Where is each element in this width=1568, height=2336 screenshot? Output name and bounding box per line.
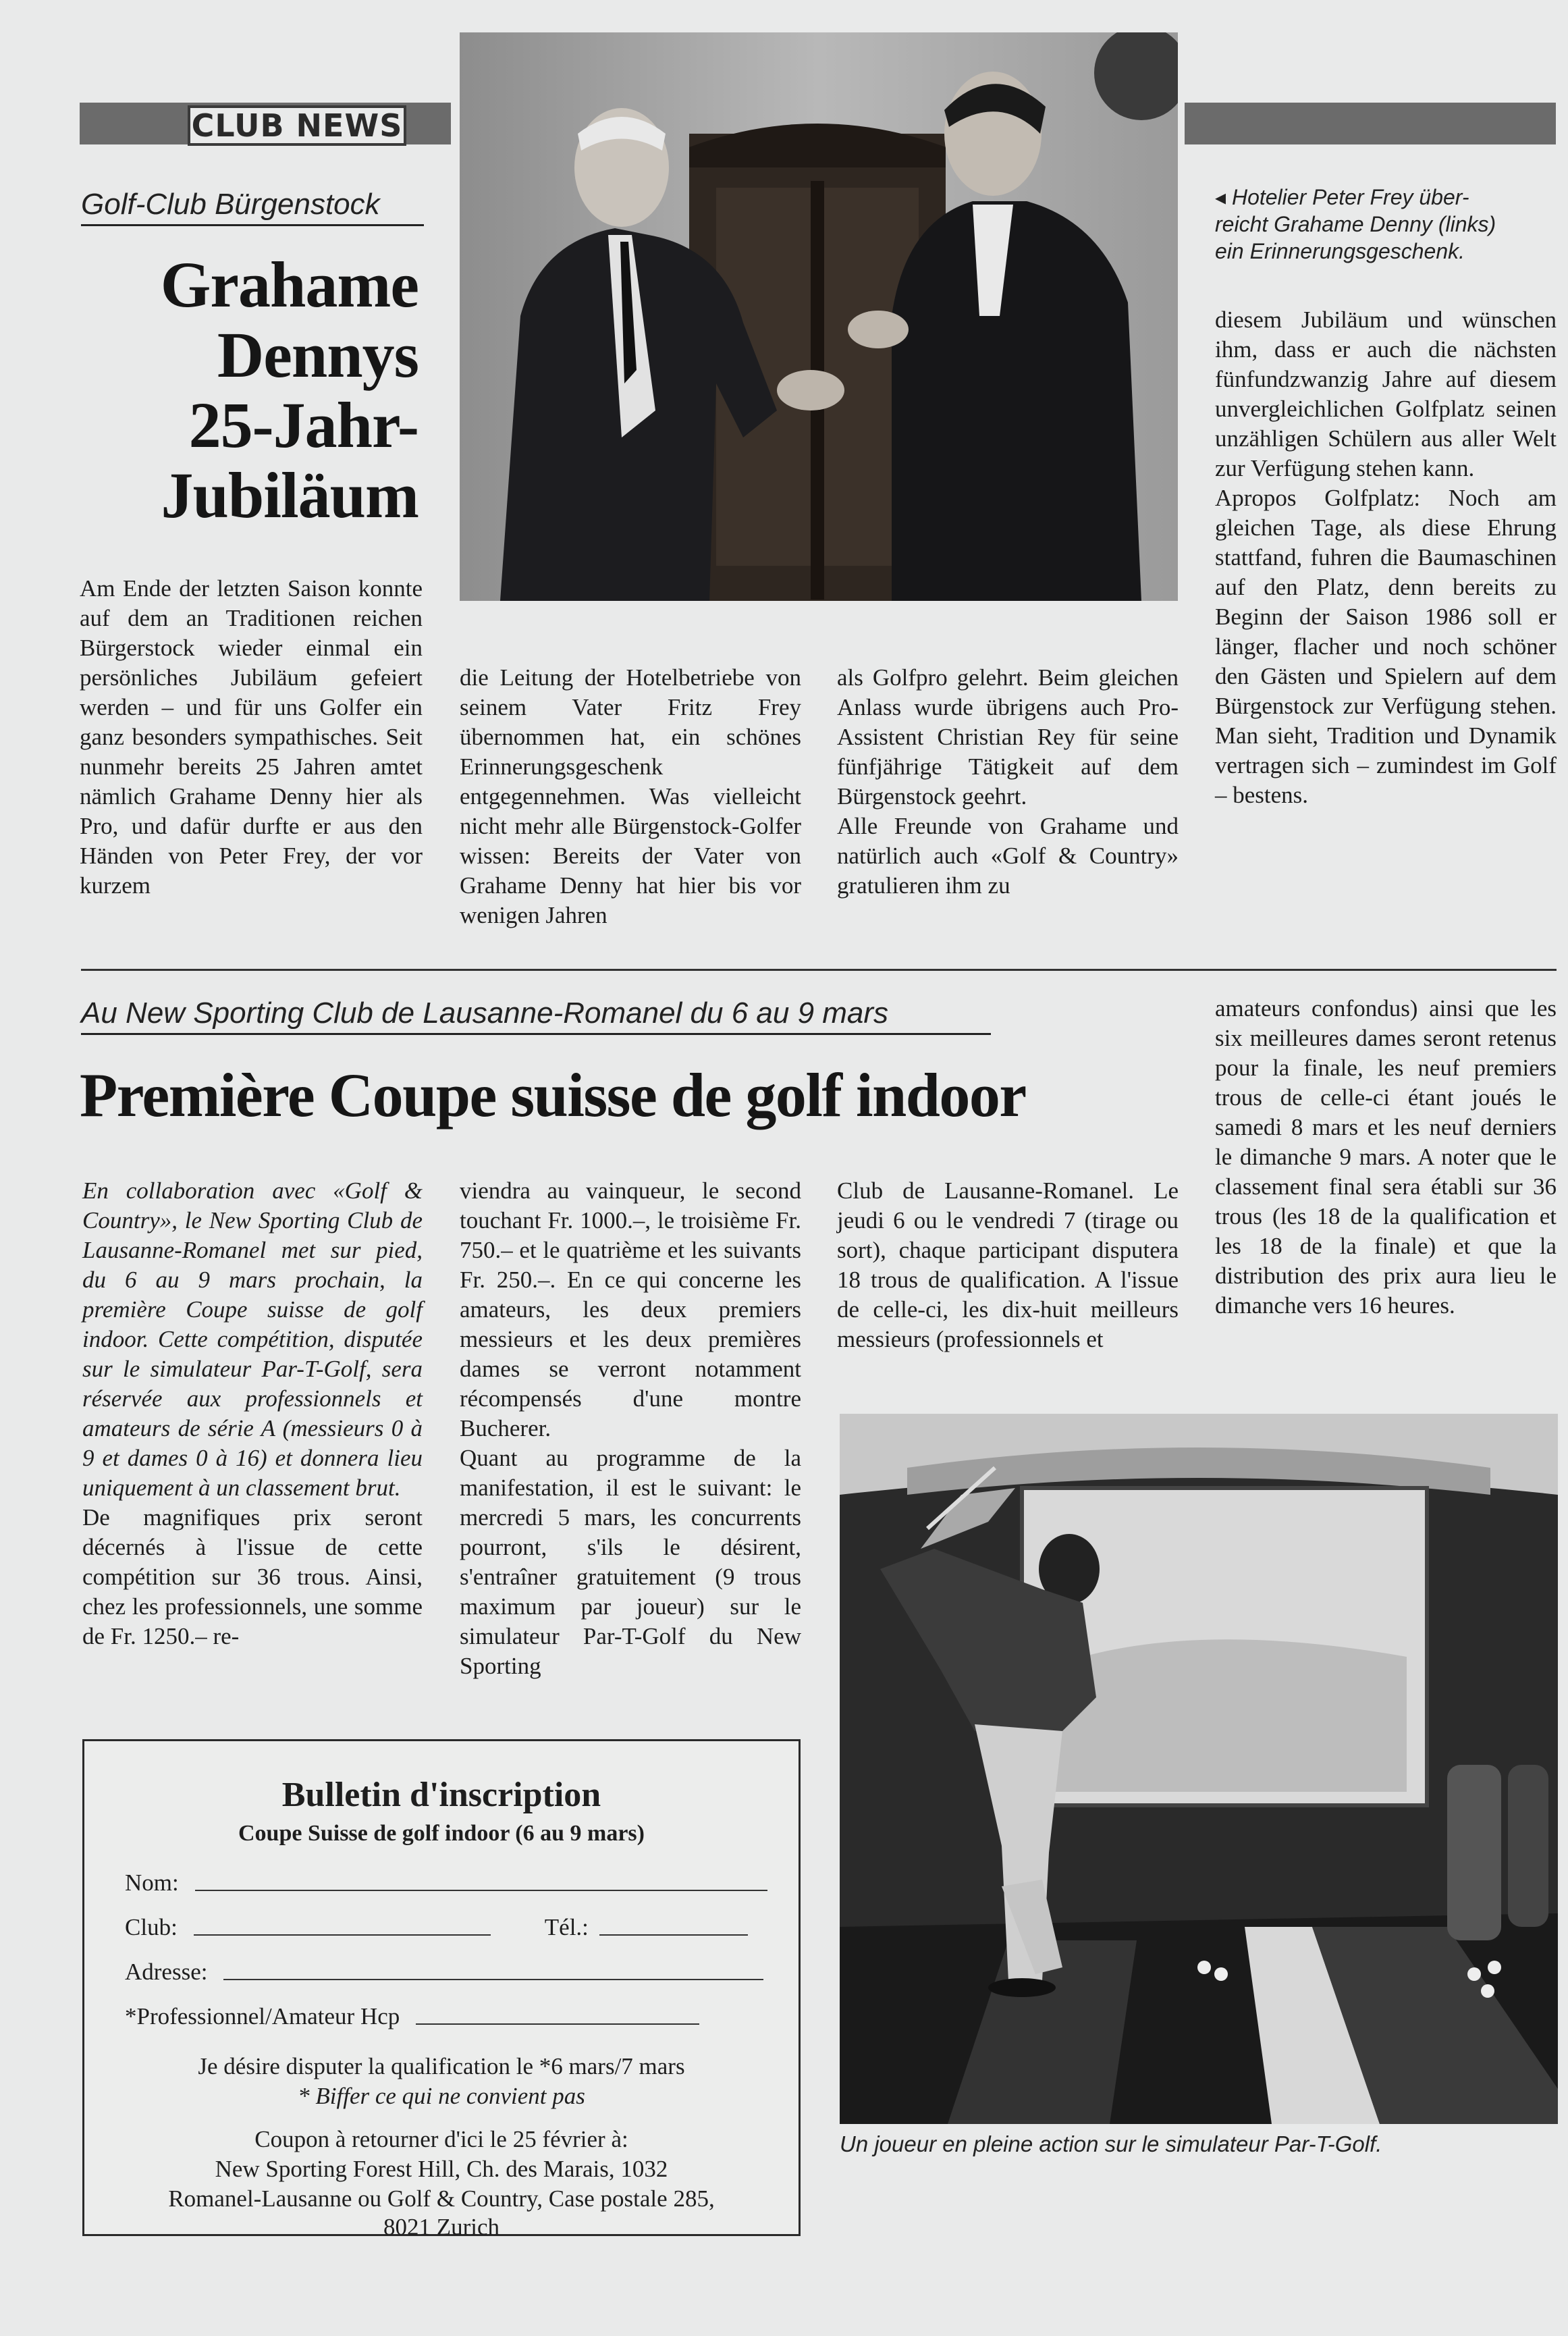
article1-photo-caption: ◂ Hotelier Peter Frey über- reicht Grahame Denny (links) ein Erinnerungsgeschenk. bbox=[1215, 185, 1496, 263]
form-row-club bbox=[125, 1914, 800, 1941]
nom-field[interactable] bbox=[195, 1890, 767, 1891]
article1-headline-line: Jubiläum bbox=[161, 459, 418, 531]
article2-photo bbox=[840, 1414, 1558, 2124]
article1-headline-line: Dennys bbox=[217, 319, 418, 391]
adresse-label: Adresse: bbox=[125, 1959, 208, 1985]
section-divider bbox=[81, 969, 1557, 971]
article2-paragraph: viendra au vainqueur, le second touchant Fr. 1000.–, le troisième Fr. 750.– et le quatrième et les suivants Fr. 250.–. En ce qui concerne les amateurs, les deux premiers messieurs et les deux premières dames se verront notamment récompensés d'une montre Bucherer. bbox=[460, 1177, 801, 1441]
biffer-note: * Biffer ce qui ne convient pas bbox=[298, 2083, 585, 2109]
article2-paragraph: amateurs confondus) ainsi que les six meilleures dames seront retenus pour la finale, les neuf premiers trous de celle-ci étant joués le samedi 8 mars et les neuf derniers le dimanche 9 mars. A noter que le classement final sera établi sur 36 trous (les 18 de la qualification et les 18 de la finale) et que la distribution des prix aura lieu le dimanche vers 16 heures. bbox=[1215, 995, 1557, 1319]
club-field[interactable] bbox=[194, 1934, 491, 1936]
handshake-photo-icon bbox=[460, 32, 1178, 601]
article2-column-2 bbox=[460, 1176, 801, 1681]
article1-headline bbox=[80, 250, 418, 531]
article2-intro: En collaboration avec «Golf & Country», le New Sporting Club de Lausanne-Romanel met sur pied, du 6 au 9 mars prochain, la première Coupe suisse de golf indoor. Cette compétition, disputée sur le simulateur Par-T-Golf, sera réservée aux professionnels et amateurs de série A (messieurs 0 à 9 et dames 0 à 16) et donnera lieu uniquement à un classement brut. bbox=[82, 1177, 423, 1501]
form-row-nom bbox=[125, 1869, 800, 1896]
article2-column-3 bbox=[837, 1176, 1179, 1354]
article1-headline-line: Grahame bbox=[160, 248, 418, 321]
article2-photo-caption: Un joueur en pleine action sur le simulateur Par-T-Golf. bbox=[840, 2131, 1382, 2156]
header-bar-right bbox=[1185, 103, 1556, 144]
article2-kicker: Au New Sporting Club de Lausanne-Romanel du 6 au 9 mars bbox=[81, 997, 991, 1035]
article1-column-2 bbox=[460, 663, 801, 930]
nom-label: Nom: bbox=[125, 1869, 179, 1896]
adresse-field[interactable] bbox=[223, 1979, 763, 1980]
article1-paragraph: die Leitung der Hotelbetriebe von seinem Vater Fritz Frey übernommen hat, ein schönes Erinnerungsgeschenk entgegennehmen. Was vielleicht nicht mehr alle Bürgenstock-Golfer wissen: Bereits der Vater von Grahame Denny hat hier bis vor wenigen Jahren bbox=[460, 664, 801, 928]
hcp-field[interactable] bbox=[416, 2023, 699, 2025]
article1-kicker: Golf-Club Bürgenstock bbox=[81, 188, 424, 226]
article1-paragraph: als Golfpro gelehrt. Beim gleichen Anlass wurde übrigens auch Pro-Assistent Christian Rey für seine fünfjährige Tätigkeit auf dem Bürgenstock geehrt. bbox=[837, 664, 1179, 809]
article2-headline: Première Coupe suisse de golf indoor bbox=[80, 1061, 1026, 1130]
club-label: Club: bbox=[125, 1914, 178, 1940]
coupon-line: Coupon à retourner d'ici le 25 février à: bbox=[254, 2126, 628, 2152]
section-label: CLUB NEWS bbox=[188, 105, 406, 146]
form-row-hcp bbox=[125, 2003, 800, 2030]
golfer-simulator-photo-icon bbox=[840, 1414, 1558, 2124]
article2-paragraph: Quant au programme de la manifestation, il est le suivant: le mercredi 5 mars, les concurrents pourront, s'ils le désirent, s'entraîner gratuitement (9 trous maximum par joueur) sur le simulateur Par-T-Golf du New Sporting bbox=[460, 1445, 801, 1679]
qualification-choice[interactable]: Je désire disputer la qualification le *6 mars/7 mars bbox=[198, 2053, 685, 2079]
article1-column-1 bbox=[80, 574, 423, 901]
form-row-adresse bbox=[125, 1959, 800, 1986]
article1-column-4 bbox=[1215, 305, 1557, 810]
article2-paragraph: De magnifiques prix seront décernés à l'issue de cette compétition sur 36 trous. Ainsi, chez les professionnels, une somme de Fr. 1250.– re- bbox=[82, 1504, 423, 1649]
form-subtitle: Coupe Suisse de golf indoor (6 au 9 mars) bbox=[238, 1821, 645, 1846]
tel-label: Tél.: bbox=[544, 1914, 589, 1940]
article1-paragraph: Am Ende der letzten Saison konnte auf dem an Traditionen reichen Bürgerstock wieder einmal ein persönliches Jubiläum gefeiert werden – und für uns Golfer ein ganz besonders sympathisches. Seit nunmehr bereits 25 Jahren amtet nämlich Grahame Denny hier als Pro, und dafür durfte er aus den Händen von Peter Frey, der vor kurzem bbox=[80, 575, 423, 899]
article1-paragraph: Alle Freunde von Grahame und natürlich auch «Golf & Country» gratulieren ihm zu bbox=[837, 813, 1179, 899]
article1-headline-line: 25-Jahr- bbox=[188, 389, 418, 461]
coupon-line: Romanel-Lausanne ou Golf & Country, Case postale 285, bbox=[168, 2185, 715, 2212]
coupon-line: 8021 Zurich bbox=[383, 2214, 500, 2240]
registration-form bbox=[82, 1739, 801, 2240]
article1-photo bbox=[460, 32, 1178, 601]
article1-paragraph: Apropos Golfplatz: Noch am gleichen Tage, als diese Ehrung stattfand, fuhren die Baumaschinen auf den Platz, denn bereits zu Beginn der Saison 1986 soll er länger, flacher und noch schöner den Gästen und Spielern auf dem Bürgenstock zur Verfügung stehen. Man sieht, Tradition und Dynamik vertragen sich – zumindest im Golf – bestens. bbox=[1215, 485, 1557, 808]
coupon-line: New Sporting Forest Hill, Ch. des Marais, 1032 bbox=[215, 2156, 668, 2182]
tel-field[interactable] bbox=[599, 1934, 748, 1936]
article2-column-4 bbox=[1215, 994, 1557, 1321]
article2-column-1 bbox=[82, 1176, 423, 1651]
pro-amateur-label: *Professionnel/Amateur Hcp bbox=[125, 2003, 400, 2029]
article1-column-3 bbox=[837, 663, 1179, 901]
form-title: Bulletin d'inscription bbox=[281, 1776, 601, 1814]
article2-paragraph: Club de Lausanne-Romanel. Le jeudi 6 ou le vendredi 7 (tirage ou sort), chaque participant disputera 18 trous de qualification. A l'issue de celle-ci, les dix-huit meilleurs messieurs (professionnels et bbox=[837, 1177, 1179, 1352]
article1-paragraph: diesem Jubiläum und wünschen ihm, dass er auch die nächsten fünfundzwanzig Jahre auf diesem unvergleichlichen Golfplatz seinen unzähligen Schülern aus aller Welt zur Verfügung stehen kann. bbox=[1215, 307, 1557, 481]
